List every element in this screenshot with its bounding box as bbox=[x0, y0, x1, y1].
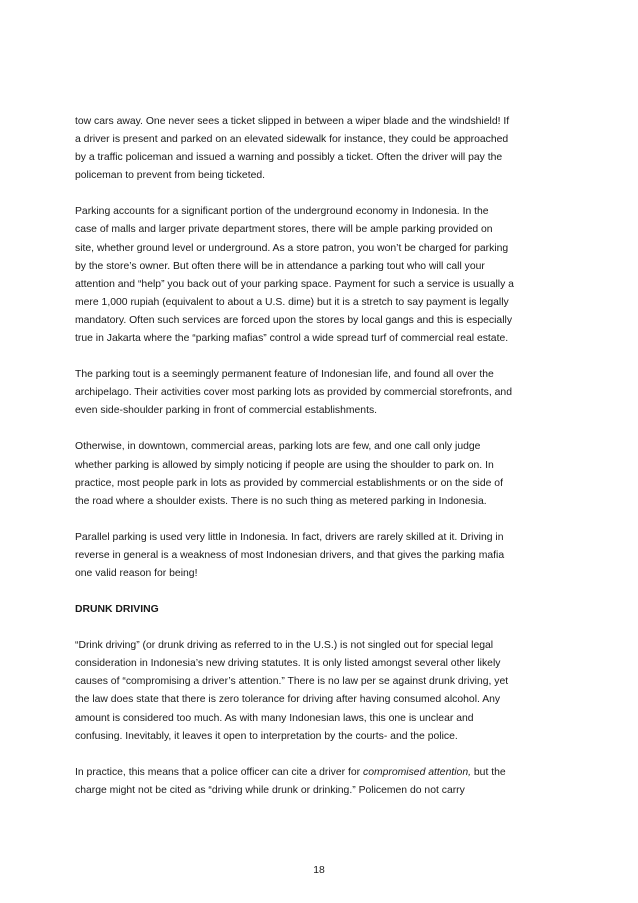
text-line: archipelago. Their activities cover most parking lots as provided by commercial storefronts, and bbox=[75, 387, 512, 399]
section-heading-drunk-driving: DRUNK DRIVING bbox=[75, 604, 159, 616]
text-line: the law does state that there is zero tolerance for driving after having consumed alcohol. Any bbox=[75, 694, 501, 706]
text-line: tow cars away. One never sees a ticket slipped in between a wiper blade and the windshield! If bbox=[75, 116, 510, 127]
text-line bbox=[75, 764, 570, 782]
text-line: attention and “help” you back out of your parking space. Payment for such a service is usually a bbox=[75, 278, 514, 290]
text-segment: In practice, this means that a police officer can cite a driver for bbox=[75, 766, 363, 778]
text-line: charge might not be cited as “driving while drunk or drinking.” Policemen do not carry bbox=[75, 784, 465, 796]
text-line: mere 1,000 rupiah (equivalent to about a U.S. dime) but it is a stretch to say payment is legally bbox=[75, 296, 509, 308]
text-line: consideration in Indonesia’s new driving statutes. It is only listed amongst several other likely bbox=[75, 658, 501, 670]
text-line: true in Jakarta where the “parking mafias” control a wide spread turf of commercial real estate. bbox=[75, 333, 509, 345]
page-number: 18 bbox=[313, 865, 325, 876]
text-line: Otherwise, in downtown, commercial areas, parking lots are few, and one call only judge bbox=[75, 441, 481, 453]
text-line: Parking accounts for a significant portion of the underground economy in Indonesia. In the bbox=[75, 206, 489, 218]
paragraph-parallel-parking bbox=[75, 529, 570, 583]
text-line: confusing. Inevitably, it leaves it open to interpretation by the courts- and the police. bbox=[75, 730, 458, 742]
text-line: causes of “compromising a driver’s attention.” There is no law per se against drunk driving, yet bbox=[75, 676, 509, 688]
text-line: a driver is present and parked on an elevated sidewalk for instance, they could be approached bbox=[75, 134, 509, 146]
text-line: case of malls and larger private department stores, there will be ample parking provided on bbox=[75, 224, 493, 236]
emphasized-text: compromised attention, bbox=[363, 766, 472, 778]
text-line: the road where a shoulder exists. There is no such thing as metered parking in Indonesia. bbox=[75, 495, 487, 507]
text-line: by the store’s owner. But often there will be in attendance a parking tout who will call your bbox=[75, 260, 485, 272]
paragraph-in-practice bbox=[75, 764, 570, 800]
text-line: amount is considered too much. As with many Indonesian laws, this one is unclear and bbox=[75, 712, 474, 724]
paragraph-parking-tout bbox=[75, 366, 570, 420]
text-line: site, whether ground level or underground. As a store patron, you won’t be charged for parking bbox=[75, 242, 509, 254]
text-line: policeman to prevent from being ticketed. bbox=[75, 170, 266, 182]
text-line: “Drink driving” (or drunk driving as referred to in the U.S.) is not singled out for special legal bbox=[75, 640, 494, 652]
paragraph-downtown-parking bbox=[75, 438, 570, 510]
text-line: practice, most people park in lots as provided by commercial establishments or on the side of bbox=[75, 477, 503, 489]
document-page bbox=[75, 113, 570, 818]
text-line: reverse in general is a weakness of most Indonesian drivers, and that gives the parking mafia bbox=[75, 549, 505, 561]
text-line: one valid reason for being! bbox=[75, 567, 198, 579]
text-line: mandatory. Often such services are forced upon the stores by local gangs and this is especially bbox=[75, 314, 513, 326]
paragraph-underground-economy bbox=[75, 203, 570, 348]
paragraph-ticket-tow bbox=[75, 113, 570, 185]
text-segment: but the bbox=[471, 766, 506, 778]
paragraph-drink-driving bbox=[75, 637, 570, 746]
text-line: The parking tout is a seemingly permanent feature of Indonesian life, and found all over the bbox=[75, 369, 494, 381]
text-line: whether parking is allowed by simply noticing if people are using the shoulder to park on. In bbox=[75, 459, 494, 471]
text-line: even side-shoulder parking in front of commercial establishments. bbox=[75, 405, 378, 417]
text-line: Parallel parking is used very little in Indonesia. In fact, drivers are rarely skilled at it. Driving in bbox=[75, 531, 504, 543]
text-line: by a traffic policeman and issued a warning and possibly a ticket. Often the driver will pay the bbox=[75, 152, 503, 164]
